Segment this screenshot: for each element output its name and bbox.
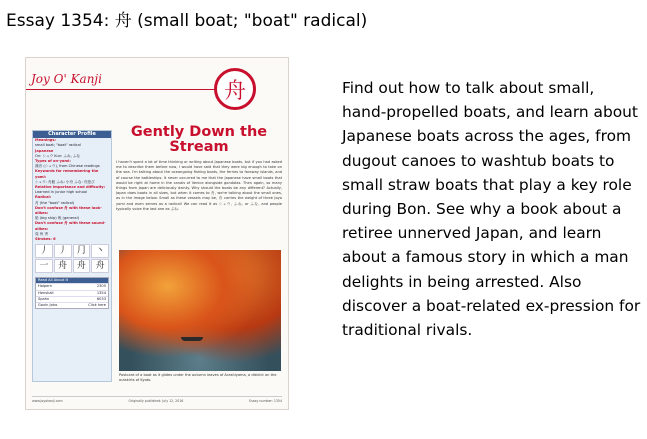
boat-photo (119, 250, 281, 371)
stroke-cell: 一 (35, 259, 53, 273)
page-footer (32, 396, 282, 403)
profile-line-label: Keywords for remembering the yomi: (35, 169, 99, 179)
stroke-cell: ⺆ (73, 244, 91, 258)
table-cell: 6033 (96, 296, 106, 301)
profile-line (33, 195, 111, 205)
stroke-cell: 舟 (54, 259, 72, 273)
profile-line-label: Meanings: (35, 138, 56, 143)
reading-table (35, 277, 109, 309)
footer-essay-number: Essay number: 1354 (249, 399, 282, 403)
stroke-cell: 丿 (35, 244, 53, 258)
profile-line-text: 船 (big ship) 般 (general) (35, 216, 80, 221)
article-body: I haven't spent a lot of time thinking or writing about Japanese boats, but if you had asked me to describe them before now, I would have said that they were big enough to take on the sea. I'm talking about the oceangoing fishing boats, the ferries to faraway islands, and of course the battleships. It never occurred to me that the Japanese have small boats that would be right at home in the canals of Venice alongside gondolas. Then again, so many things from Japan are deliciously dainty. Why should the boats be any different? Actually, Japan does boats in all sizes, but when it comes to 舟, we're talking about the small ones, as in the image below. Small as these vessels may be, 舟 carries the weight of three Joyo yomi and even serves as a radical! We can read it as シュウ, ふね, or ふな, and people typically voice the last one as ぶね. (116, 160, 282, 211)
footer-site: www.joyokanji.com (32, 399, 63, 403)
profile-line-label: Relative importance and difficulty: (35, 185, 106, 190)
profile-line-label: Don't confuse 舟 with these look-alikes: (35, 205, 102, 216)
profile-line-label: Don't confuse 舟 with these sound-alikes: (35, 221, 106, 231)
kanji-badge: 舟 (214, 68, 256, 110)
essay-description: Find out how to talk about small, hand-propelled boats, and learn about Japanese boats across the ages, from dugout canoes to washtub boats to small straw boats that play a key role during Bon. See why a book about a retiree unnerved Japan, and learn about a famous story in which a man delights in being arrested. Also discover a boat-related ex-pression for traditional rivals. (342, 79, 641, 340)
profile-line-text: Learned in junior high school (35, 190, 87, 195)
table-cell: Halpern (38, 284, 53, 289)
table-cell: Click here (88, 303, 106, 308)
profile-line (33, 138, 111, 148)
table-row (36, 302, 108, 308)
footer-date: Originally published: July 12, 2016 (128, 399, 184, 403)
stroke-cell: 丿 (54, 244, 72, 258)
profile-lines (33, 138, 111, 242)
essay-thumbnail[interactable] (25, 57, 289, 410)
profile-line (33, 149, 111, 159)
site-logo: Joy O' Kanji (31, 72, 102, 86)
table-cell: Spahn (38, 296, 50, 301)
profile-line (33, 221, 111, 237)
essay-title: Essay 1354: 舟 (small boat; "boat" radical) (6, 11, 368, 31)
table-cell: Gavin Joho (38, 303, 58, 308)
profile-title: Character Profile (33, 131, 111, 138)
profile-line-text: On: シュウ Kun: ふね, ふな (35, 153, 81, 158)
stroke-cell: 舟 (91, 259, 109, 273)
profile-line (33, 185, 111, 195)
stroke-order-grid (33, 242, 111, 275)
article-title: Gently Down the Stream (130, 124, 268, 155)
stroke-cell: 丶 (91, 244, 109, 258)
profile-line-text: 漢音 (シュウ), from Chinese readings (35, 164, 100, 169)
stroke-cell: 舟 (73, 259, 91, 273)
boat-silhouette (181, 337, 203, 341)
reading-table-header-cell: Read All About It (38, 278, 69, 283)
profile-line (33, 159, 111, 169)
profile-line-text: small boat; "boat" radical (35, 143, 81, 148)
photo-caption: Postcard of a boat as it glides under the autumn leaves of Arashiyama, a district on the outskirts of Kyoto. (119, 373, 277, 382)
profile-line-text: 周 州 秀 (35, 231, 49, 236)
profile-line (33, 169, 111, 185)
table-cell: 1354 (96, 290, 106, 295)
divider (26, 89, 216, 90)
profile-line (33, 206, 111, 222)
profile-line-label: Radical: (35, 195, 52, 200)
character-profile (32, 130, 112, 382)
table-cell: Henshall (38, 290, 54, 295)
profile-line-text: シュウ: 舟艇 ふね: 小舟 ふな: 舟遊び (35, 179, 95, 184)
profile-line-label: Strokes: 6 (35, 237, 56, 242)
profile-line-text: 舟 (the "boat" radical) (35, 200, 75, 205)
profile-line-label: Japanese (35, 148, 54, 153)
profile-line-label: Types of on-yomi: (35, 159, 71, 164)
table-cell: 2305 (96, 284, 106, 289)
